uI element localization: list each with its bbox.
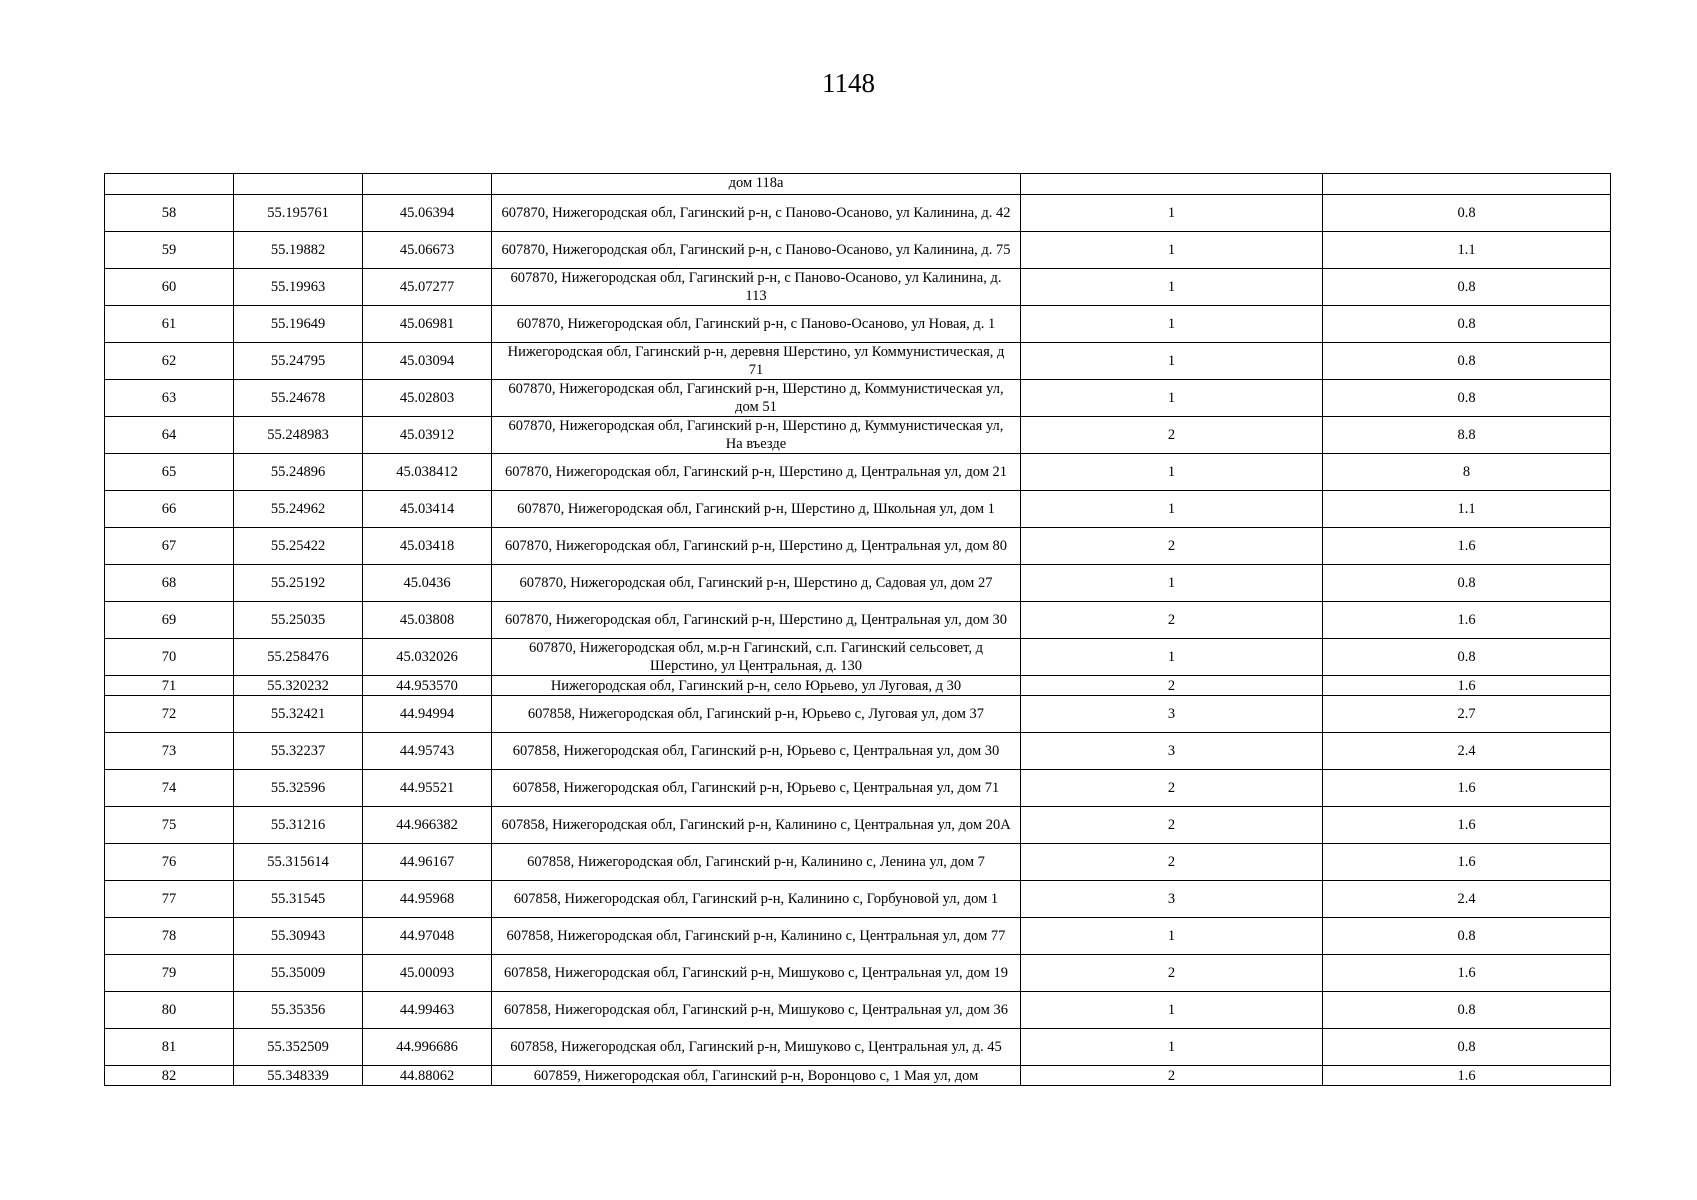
cell-number: 80 (105, 992, 234, 1029)
cell-number: 63 (105, 380, 234, 417)
cell-number: 75 (105, 807, 234, 844)
cell-number: 67 (105, 528, 234, 565)
cell-longitude: 44.94994 (363, 696, 492, 733)
table-row (105, 306, 1611, 343)
table-row (105, 1066, 1611, 1086)
cell-latitude: 55.25035 (234, 602, 363, 639)
cell-number: 65 (105, 454, 234, 491)
cell-longitude: 45.06394 (363, 195, 492, 232)
cell-address: 607870, Нижегородская обл, Гагинский р-н, Шерстино д, Куммунистическая ул, На въезде (492, 417, 1021, 454)
cell-longitude: 45.03808 (363, 602, 492, 639)
cell-address: 607858, Нижегородская обл, Гагинский р-н, Мишуково с, Центральная ул, дом 36 (492, 992, 1021, 1029)
table-row (105, 232, 1611, 269)
cell-count: 2 (1021, 955, 1323, 992)
cell-longitude: 45.03912 (363, 417, 492, 454)
cell-count: 1 (1021, 380, 1323, 417)
table-row (105, 807, 1611, 844)
cell-value: 1.6 (1323, 955, 1611, 992)
cell-number: 60 (105, 269, 234, 306)
cell-address: 607870, Нижегородская обл, Гагинский р-н, с Паново-Осаново, ул Новая, д. 1 (492, 306, 1021, 343)
cell-value: 0.8 (1323, 992, 1611, 1029)
data-table (104, 173, 1611, 1086)
cell-address: Нижегородская обл, Гагинский р-н, деревня Шерстино, ул Коммунистическая, д 71 (492, 343, 1021, 380)
cell-address: дом 118а (492, 174, 1021, 195)
cell-latitude: 55.195761 (234, 195, 363, 232)
cell-count: 1 (1021, 343, 1323, 380)
cell-latitude: 55.248983 (234, 417, 363, 454)
cell-latitude: 55.25192 (234, 565, 363, 602)
cell-longitude: 45.07277 (363, 269, 492, 306)
cell-longitude: 44.953570 (363, 676, 492, 696)
cell-number: 58 (105, 195, 234, 232)
cell-count: 2 (1021, 417, 1323, 454)
cell-longitude: 44.966382 (363, 807, 492, 844)
cell-address: 607870, Нижегородская обл, Гагинский р-н, с Паново-Осаново, ул Калинина, д. 75 (492, 232, 1021, 269)
cell-latitude: 55.32421 (234, 696, 363, 733)
table-row (105, 733, 1611, 770)
cell-value: 0.8 (1323, 639, 1611, 676)
cell-latitude: 55.258476 (234, 639, 363, 676)
cell-latitude: 55.24896 (234, 454, 363, 491)
cell-address: 607858, Нижегородская обл, Гагинский р-н, Калинино с, Горбуновой ул, дом 1 (492, 881, 1021, 918)
cell-number: 69 (105, 602, 234, 639)
table-row (105, 565, 1611, 602)
cell-longitude: 45.038412 (363, 454, 492, 491)
cell-longitude: 44.95968 (363, 881, 492, 918)
cell-latitude: 55.348339 (234, 1066, 363, 1086)
cell-number: 72 (105, 696, 234, 733)
cell-count: 2 (1021, 1066, 1323, 1086)
cell-address: 607858, Нижегородская обл, Гагинский р-н, Юрьево с, Луговая ул, дом 37 (492, 696, 1021, 733)
cell-value: 1.1 (1323, 491, 1611, 528)
cell-latitude: 55.19963 (234, 269, 363, 306)
table-row (105, 844, 1611, 881)
table-body (105, 174, 1611, 1086)
cell-value: 0.8 (1323, 918, 1611, 955)
table-row (105, 343, 1611, 380)
cell-count: 1 (1021, 918, 1323, 955)
table-row (105, 174, 1611, 195)
cell-number: 82 (105, 1066, 234, 1086)
cell-value: 0.8 (1323, 1029, 1611, 1066)
cell-latitude: 55.32237 (234, 733, 363, 770)
cell-count: 1 (1021, 639, 1323, 676)
cell-value: 1.6 (1323, 844, 1611, 881)
cell-address: 607870, Нижегородская обл, Гагинский р-н, с Паново-Осаново, ул Калинина, д. 42 (492, 195, 1021, 232)
cell-longitude: 44.96167 (363, 844, 492, 881)
cell-address: 607870, Нижегородская обл, Гагинский р-н, Шерстино д, Коммунистическая ул, дом 51 (492, 380, 1021, 417)
cell-longitude: 45.03418 (363, 528, 492, 565)
cell-latitude: 55.31216 (234, 807, 363, 844)
cell-count: 1 (1021, 491, 1323, 528)
cell-longitude: 44.99463 (363, 992, 492, 1029)
cell-number: 81 (105, 1029, 234, 1066)
cell-address: Нижегородская обл, Гагинский р-н, село Юрьево, ул Луговая, д 30 (492, 676, 1021, 696)
cell-longitude: 44.97048 (363, 918, 492, 955)
cell-address: 607870, Нижегородская обл, Гагинский р-н, Шерстино д, Школьная ул, дом 1 (492, 491, 1021, 528)
cell-latitude: 55.31545 (234, 881, 363, 918)
cell-number: 62 (105, 343, 234, 380)
cell-address: 607870, Нижегородская обл, м.р-н Гагинский, с.п. Гагинский сельсовет, д Шерстино, ул Центральная, д. 130 (492, 639, 1021, 676)
cell-number: 77 (105, 881, 234, 918)
cell-number: 74 (105, 770, 234, 807)
cell-longitude: 45.06673 (363, 232, 492, 269)
cell-count: 1 (1021, 195, 1323, 232)
cell-address: 607858, Нижегородская обл, Гагинский р-н, Мишуково с, Центральная ул, дом 19 (492, 955, 1021, 992)
cell-latitude (234, 174, 363, 195)
cell-value: 0.8 (1323, 269, 1611, 306)
cell-address: 607858, Нижегородская обл, Гагинский р-н, Калинино с, Центральная ул, дом 20А (492, 807, 1021, 844)
table-row (105, 195, 1611, 232)
cell-value: 1.6 (1323, 770, 1611, 807)
cell-value: 0.8 (1323, 306, 1611, 343)
cell-count: 1 (1021, 992, 1323, 1029)
table-row (105, 770, 1611, 807)
cell-value: 0.8 (1323, 195, 1611, 232)
cell-value: 0.8 (1323, 565, 1611, 602)
cell-number: 73 (105, 733, 234, 770)
cell-latitude: 55.19649 (234, 306, 363, 343)
cell-count: 2 (1021, 807, 1323, 844)
cell-address: 607858, Нижегородская обл, Гагинский р-н, Юрьево с, Центральная ул, дом 71 (492, 770, 1021, 807)
cell-latitude: 55.24678 (234, 380, 363, 417)
cell-number: 78 (105, 918, 234, 955)
cell-count: 1 (1021, 1029, 1323, 1066)
cell-address: 607858, Нижегородская обл, Гагинский р-н, Калинино с, Ленина ул, дом 7 (492, 844, 1021, 881)
cell-value: 2.7 (1323, 696, 1611, 733)
cell-number: 64 (105, 417, 234, 454)
cell-latitude: 55.320232 (234, 676, 363, 696)
table-row (105, 696, 1611, 733)
cell-value (1323, 174, 1611, 195)
cell-value: 2.4 (1323, 733, 1611, 770)
cell-count: 2 (1021, 602, 1323, 639)
cell-address: 607870, Нижегородская обл, Гагинский р-н, Шерстино д, Садовая ул, дом 27 (492, 565, 1021, 602)
cell-number: 71 (105, 676, 234, 696)
table-row (105, 417, 1611, 454)
table-row (105, 918, 1611, 955)
cell-count: 1 (1021, 232, 1323, 269)
cell-address: 607870, Нижегородская обл, Гагинский р-н, с Паново-Осаново, ул Калинина, д. 113 (492, 269, 1021, 306)
cell-number (105, 174, 234, 195)
cell-value: 8 (1323, 454, 1611, 491)
cell-count: 1 (1021, 306, 1323, 343)
cell-number: 76 (105, 844, 234, 881)
cell-latitude: 55.30943 (234, 918, 363, 955)
cell-address: 607858, Нижегородская обл, Гагинский р-н, Юрьево с, Центральная ул, дом 30 (492, 733, 1021, 770)
cell-count: 2 (1021, 528, 1323, 565)
cell-value: 1.6 (1323, 528, 1611, 565)
cell-longitude: 44.95521 (363, 770, 492, 807)
table-row (105, 380, 1611, 417)
cell-longitude: 45.03094 (363, 343, 492, 380)
cell-value: 1.6 (1323, 602, 1611, 639)
cell-number: 70 (105, 639, 234, 676)
table-row (105, 269, 1611, 306)
cell-longitude: 45.00093 (363, 955, 492, 992)
cell-value: 1.6 (1323, 1066, 1611, 1086)
table-row (105, 881, 1611, 918)
cell-count: 1 (1021, 565, 1323, 602)
cell-address: 607859, Нижегородская обл, Гагинский р-н, Воронцово с, 1 Мая ул, дом (492, 1066, 1021, 1086)
cell-longitude: 45.032026 (363, 639, 492, 676)
page-number: 1148 (822, 68, 875, 98)
cell-latitude: 55.35356 (234, 992, 363, 1029)
cell-address: 607870, Нижегородская обл, Гагинский р-н, Шерстино д, Центральная ул, дом 30 (492, 602, 1021, 639)
cell-address: 607858, Нижегородская обл, Гагинский р-н, Калинино с, Центральная ул, дом 77 (492, 918, 1021, 955)
cell-longitude: 44.95743 (363, 733, 492, 770)
cell-number: 61 (105, 306, 234, 343)
table-row (105, 992, 1611, 1029)
cell-longitude: 45.03414 (363, 491, 492, 528)
cell-number: 68 (105, 565, 234, 602)
cell-count: 3 (1021, 733, 1323, 770)
cell-number: 66 (105, 491, 234, 528)
cell-count: 2 (1021, 844, 1323, 881)
cell-number: 79 (105, 955, 234, 992)
cell-longitude: 45.06981 (363, 306, 492, 343)
cell-longitude: 44.88062 (363, 1066, 492, 1086)
table-row (105, 955, 1611, 992)
cell-count: 2 (1021, 676, 1323, 696)
table-row (105, 602, 1611, 639)
cell-count (1021, 174, 1323, 195)
cell-address: 607870, Нижегородская обл, Гагинский р-н, Шерстино д, Центральная ул, дом 80 (492, 528, 1021, 565)
cell-address: 607870, Нижегородская обл, Гагинский р-н, Шерстино д, Центральная ул, дом 21 (492, 454, 1021, 491)
cell-value: 0.8 (1323, 380, 1611, 417)
cell-address: 607858, Нижегородская обл, Гагинский р-н, Мишуково с, Центральная ул, д. 45 (492, 1029, 1021, 1066)
cell-latitude: 55.32596 (234, 770, 363, 807)
cell-latitude: 55.19882 (234, 232, 363, 269)
cell-latitude: 55.25422 (234, 528, 363, 565)
cell-count: 1 (1021, 269, 1323, 306)
cell-count: 2 (1021, 770, 1323, 807)
cell-longitude: 45.02803 (363, 380, 492, 417)
cell-value: 1.1 (1323, 232, 1611, 269)
cell-value: 1.6 (1323, 676, 1611, 696)
cell-value: 0.8 (1323, 343, 1611, 380)
cell-latitude: 55.315614 (234, 844, 363, 881)
cell-value: 2.4 (1323, 881, 1611, 918)
cell-longitude (363, 174, 492, 195)
cell-longitude: 45.0436 (363, 565, 492, 602)
table-row (105, 454, 1611, 491)
table-row (105, 676, 1611, 696)
table-row (105, 528, 1611, 565)
cell-value: 1.6 (1323, 807, 1611, 844)
cell-latitude: 55.24795 (234, 343, 363, 380)
cell-count: 1 (1021, 454, 1323, 491)
cell-count: 3 (1021, 696, 1323, 733)
cell-longitude: 44.996686 (363, 1029, 492, 1066)
cell-value: 8.8 (1323, 417, 1611, 454)
cell-latitude: 55.24962 (234, 491, 363, 528)
table-row (105, 639, 1611, 676)
table-row (105, 1029, 1611, 1066)
table-row (105, 491, 1611, 528)
cell-latitude: 55.35009 (234, 955, 363, 992)
cell-latitude: 55.352509 (234, 1029, 363, 1066)
cell-number: 59 (105, 232, 234, 269)
cell-count: 3 (1021, 881, 1323, 918)
